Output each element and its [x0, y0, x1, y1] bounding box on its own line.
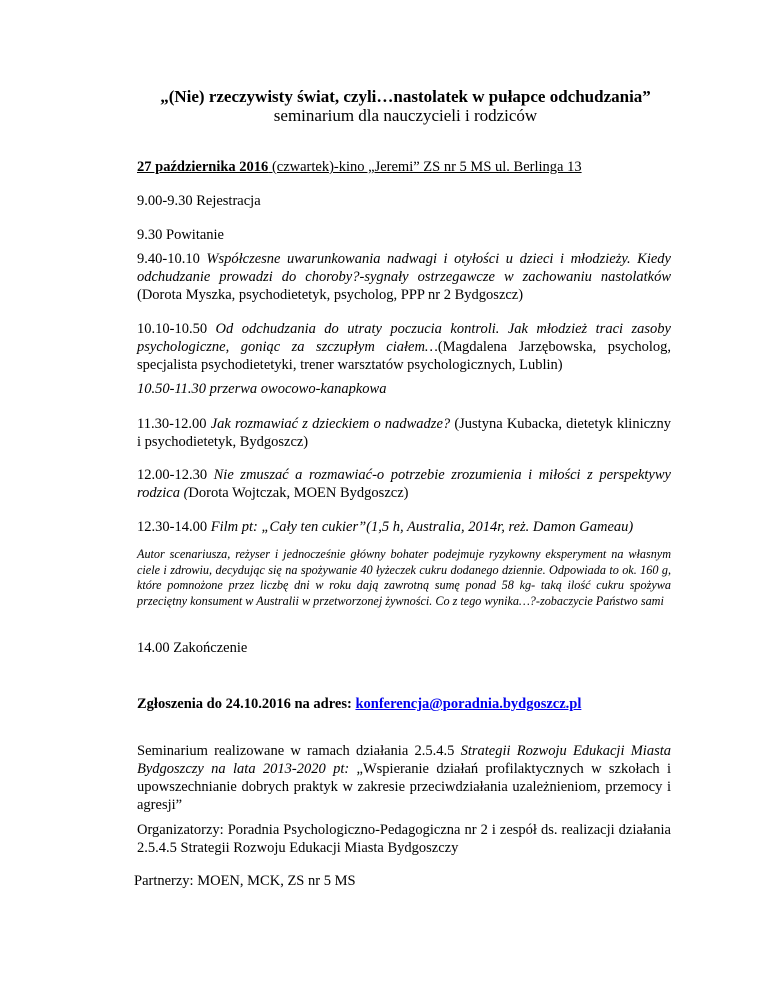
document-subtitle: seminarium dla nauczycieli i rodziców — [273, 106, 538, 125]
partners: Partnerzy: MOEN, MCK, ZS nr 5 MS — [134, 873, 356, 889]
agenda-speaker: Dorota Wojtczak, MOEN Bydgoszcz) — [188, 485, 409, 501]
agenda-speaker: (Magdalena Jarzębowska, psycholog, specjalista psychodietetyki, trener warsztatów psychologicznych, Lublin) — [137, 339, 671, 373]
agenda-topic: Od odchudzania do utraty poczucia kontroli. Jak młodzież traci zasoby psychologiczne, goniąc za szczupłym ciałem… — [137, 321, 671, 355]
agenda-time: 9.00-9.30 — [137, 193, 193, 209]
agenda-text: Powitanie — [162, 227, 224, 243]
agenda-time: 12.30-14.00 — [137, 519, 211, 535]
agenda-speaker: (Justyna Kubacka, dietetyk kliniczny i psychodietetyk, Bydgoszcz) — [137, 416, 671, 450]
agenda-topic: Nie zmuszać a rozmawiać-o potrzebie zrozumienia i miłości z perspektywy rodzica ( — [137, 467, 671, 501]
agenda-item — [137, 415, 671, 451]
agenda-topic: Film pt: „Cały ten cukier”(1,5 h, Australia, 2014r, reż. Damon Gameau) — [210, 519, 634, 535]
agenda-item — [137, 250, 671, 304]
registration-line — [137, 695, 671, 713]
agenda-time: 14.00 — [137, 640, 170, 656]
registration-label: Zgłoszenia do 24.10.2016 na adres: — [137, 696, 356, 712]
agenda-item — [137, 518, 671, 536]
program-prefix: Seminarium realizowane w ramach działania 2.5.4.5 — [137, 743, 461, 759]
organizers: Organizatorzy: Poradnia Psychologiczno-Pedagogiczna nr 2 i zespół ds. realizacji działania 2.5.4.5 Strategii Rozwoju Edukacji Miasta Bydgoszczy — [137, 822, 671, 856]
document-title: „(Nie) rzeczywisty świat, czyli…nastolatek w pułapce odchudzania” — [160, 87, 651, 106]
registration-email-link[interactable]: konferencja@poradnia.bydgoszcz.pl — [355, 696, 582, 712]
agenda-text: Rejestracja — [192, 193, 261, 209]
agenda-item — [137, 320, 671, 374]
agenda-time: 12.00-12.30 — [137, 467, 214, 483]
event-date: 27 października 2016 — [137, 159, 269, 175]
agenda-topic: Jak rozmawiać z dzieckiem o nadwadze? — [210, 416, 451, 432]
event-venue: (czwartek)-kino „Jeremi” ZS nr 5 MS ul. Berlinga 13 — [268, 159, 582, 175]
agenda-item — [137, 226, 671, 244]
agenda-time: 11.30-12.00 — [137, 416, 211, 432]
agenda-speaker: (Dorota Myszka, psychodietetyk, psycholog, PPP nr 2 Bydgoszcz) — [137, 287, 524, 303]
agenda-text: Zakończenie — [169, 640, 248, 656]
agenda-time: 9.30 — [137, 227, 163, 243]
event-date-line — [137, 158, 671, 176]
agenda-item — [137, 639, 671, 657]
agenda-break: 10.50-11.30 przerwa owocowo-kanapkowa — [137, 381, 387, 397]
agenda-time: 9.40-10.10 — [137, 251, 207, 267]
film-description: Autor scenariusza, reżyser i jednocześnie główny bohater podejmuje ryzykowny eksperyment na własnym ciele i zdrowiu, decydując się na spożywanie 40 łyżeczek cukru dodanego dziennie. Odpowiada to ok. 160 g, które pomnożone przez liczbę dni w roku dają zawrotną sumę ponad 58 kg- taką ilość cukru spożywa przeciętny konsument w Australii w przetworzonej żywności. Co z tego wynika…?-zobaczycie Państwo sami — [137, 547, 671, 608]
agenda-topic: Współczesne uwarunkowania nadwagi i otyłości u dzieci i młodzieży. Kiedy odchudzanie prowadzi do choroby?-sygnały ostrzegawcze w zachowaniu nastolatków — [137, 251, 671, 285]
agenda-time: 10.10-10.50 — [137, 321, 216, 337]
program-title: „Wspieranie działań profilaktycznych w szkołach i upowszechnianie dobrych praktyk w zakresie przeciwdziałania uzależnieniom, przemocy i agresji” — [137, 761, 671, 813]
program-info — [137, 742, 671, 814]
program-strategy: Strategii Rozwoju Edukacji Miasta Bydgoszczy na lata 2013-2020 pt: — [137, 743, 671, 777]
agenda-item — [137, 466, 671, 502]
agenda-item — [137, 192, 671, 210]
